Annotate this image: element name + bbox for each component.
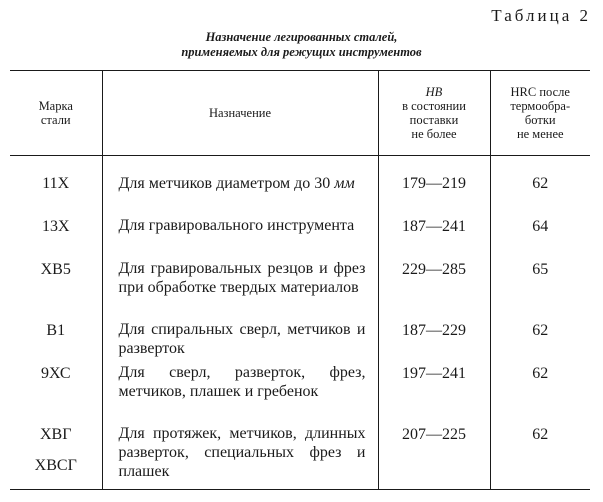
purpose-cell: Для гравировальных резцов и фрез при обработке твердых материалов bbox=[102, 259, 378, 320]
spacer-row bbox=[10, 156, 590, 173]
caption-line-1: Назначение легированных сталей, bbox=[205, 30, 398, 44]
grade-text: ХВГ bbox=[40, 426, 72, 443]
caption-line-2: применяемых для режущих инструментов bbox=[181, 45, 422, 59]
grade-cell: В1 bbox=[10, 320, 102, 363]
grade-cell: 13Х bbox=[10, 216, 102, 259]
header-grade bbox=[10, 71, 102, 156]
table-row bbox=[10, 320, 590, 363]
purpose-text: Для метчиков диаметром до 30 bbox=[118, 175, 335, 192]
hrc-cell: 62 bbox=[490, 363, 590, 424]
header-hb-line-2: в состоянии bbox=[402, 99, 466, 113]
purpose-cell: Для сверл, разверток, фрез, метчиков, плашек и гребенок bbox=[102, 363, 378, 424]
hrc-cell: 62 bbox=[490, 172, 590, 216]
hb-cell: 187—229 bbox=[378, 320, 490, 363]
purpose-cell bbox=[102, 172, 378, 216]
header-hb-line-1: HB bbox=[425, 85, 443, 99]
hrc-cell: 65 bbox=[490, 259, 590, 320]
grade-cell: 9ХС bbox=[10, 363, 102, 424]
table-caption bbox=[0, 30, 603, 60]
purpose-cell: Для протяжек, метчиков, длинных разверток, специальных фрез и плашек bbox=[102, 424, 378, 490]
grade-cell: ХВ5 bbox=[10, 259, 102, 320]
header-hrc-line-2: термообра- bbox=[510, 99, 571, 113]
table-number-label: Таблица 2 bbox=[491, 6, 591, 25]
hrc-cell: 62 bbox=[490, 424, 590, 490]
header-hrc-line-3: ботки bbox=[524, 113, 556, 127]
table-row bbox=[10, 172, 590, 216]
header-hb-line-3: поставки bbox=[409, 113, 459, 127]
header-hrc-line-4: не менее bbox=[516, 127, 564, 141]
table-row bbox=[10, 363, 590, 424]
table-row bbox=[10, 216, 590, 259]
hb-cell: 179—219 bbox=[378, 172, 490, 216]
header-grade-line-2: стали bbox=[40, 113, 71, 127]
purpose-cell: Для спиральных сверл, метчиков и разверток bbox=[102, 320, 378, 363]
steels-table bbox=[10, 70, 590, 490]
hb-cell: 229—285 bbox=[378, 259, 490, 320]
purpose-cell: Для гравировального инструмента bbox=[102, 216, 378, 259]
header-row bbox=[10, 71, 590, 156]
header-hb-line-4: не более bbox=[411, 127, 457, 141]
unit-text: мм bbox=[334, 175, 355, 192]
header-hb bbox=[378, 71, 490, 156]
header-grade-line-1: Марка bbox=[38, 99, 73, 113]
grade-cell bbox=[10, 424, 102, 490]
grade-cell: 11Х bbox=[10, 172, 102, 216]
hb-cell: 207—225 bbox=[378, 424, 490, 490]
header-hrc-line-1: HRC после bbox=[510, 85, 570, 99]
header-purpose: Назначение bbox=[102, 71, 378, 156]
header-hrc bbox=[490, 71, 590, 156]
hrc-cell: 62 bbox=[490, 320, 590, 363]
hb-cell: 197—241 bbox=[378, 363, 490, 424]
hb-cell: 187—241 bbox=[378, 216, 490, 259]
table-row bbox=[10, 424, 590, 490]
table-row bbox=[10, 259, 590, 320]
grade-text-2: ХВСГ bbox=[34, 457, 77, 474]
hrc-cell: 64 bbox=[490, 216, 590, 259]
